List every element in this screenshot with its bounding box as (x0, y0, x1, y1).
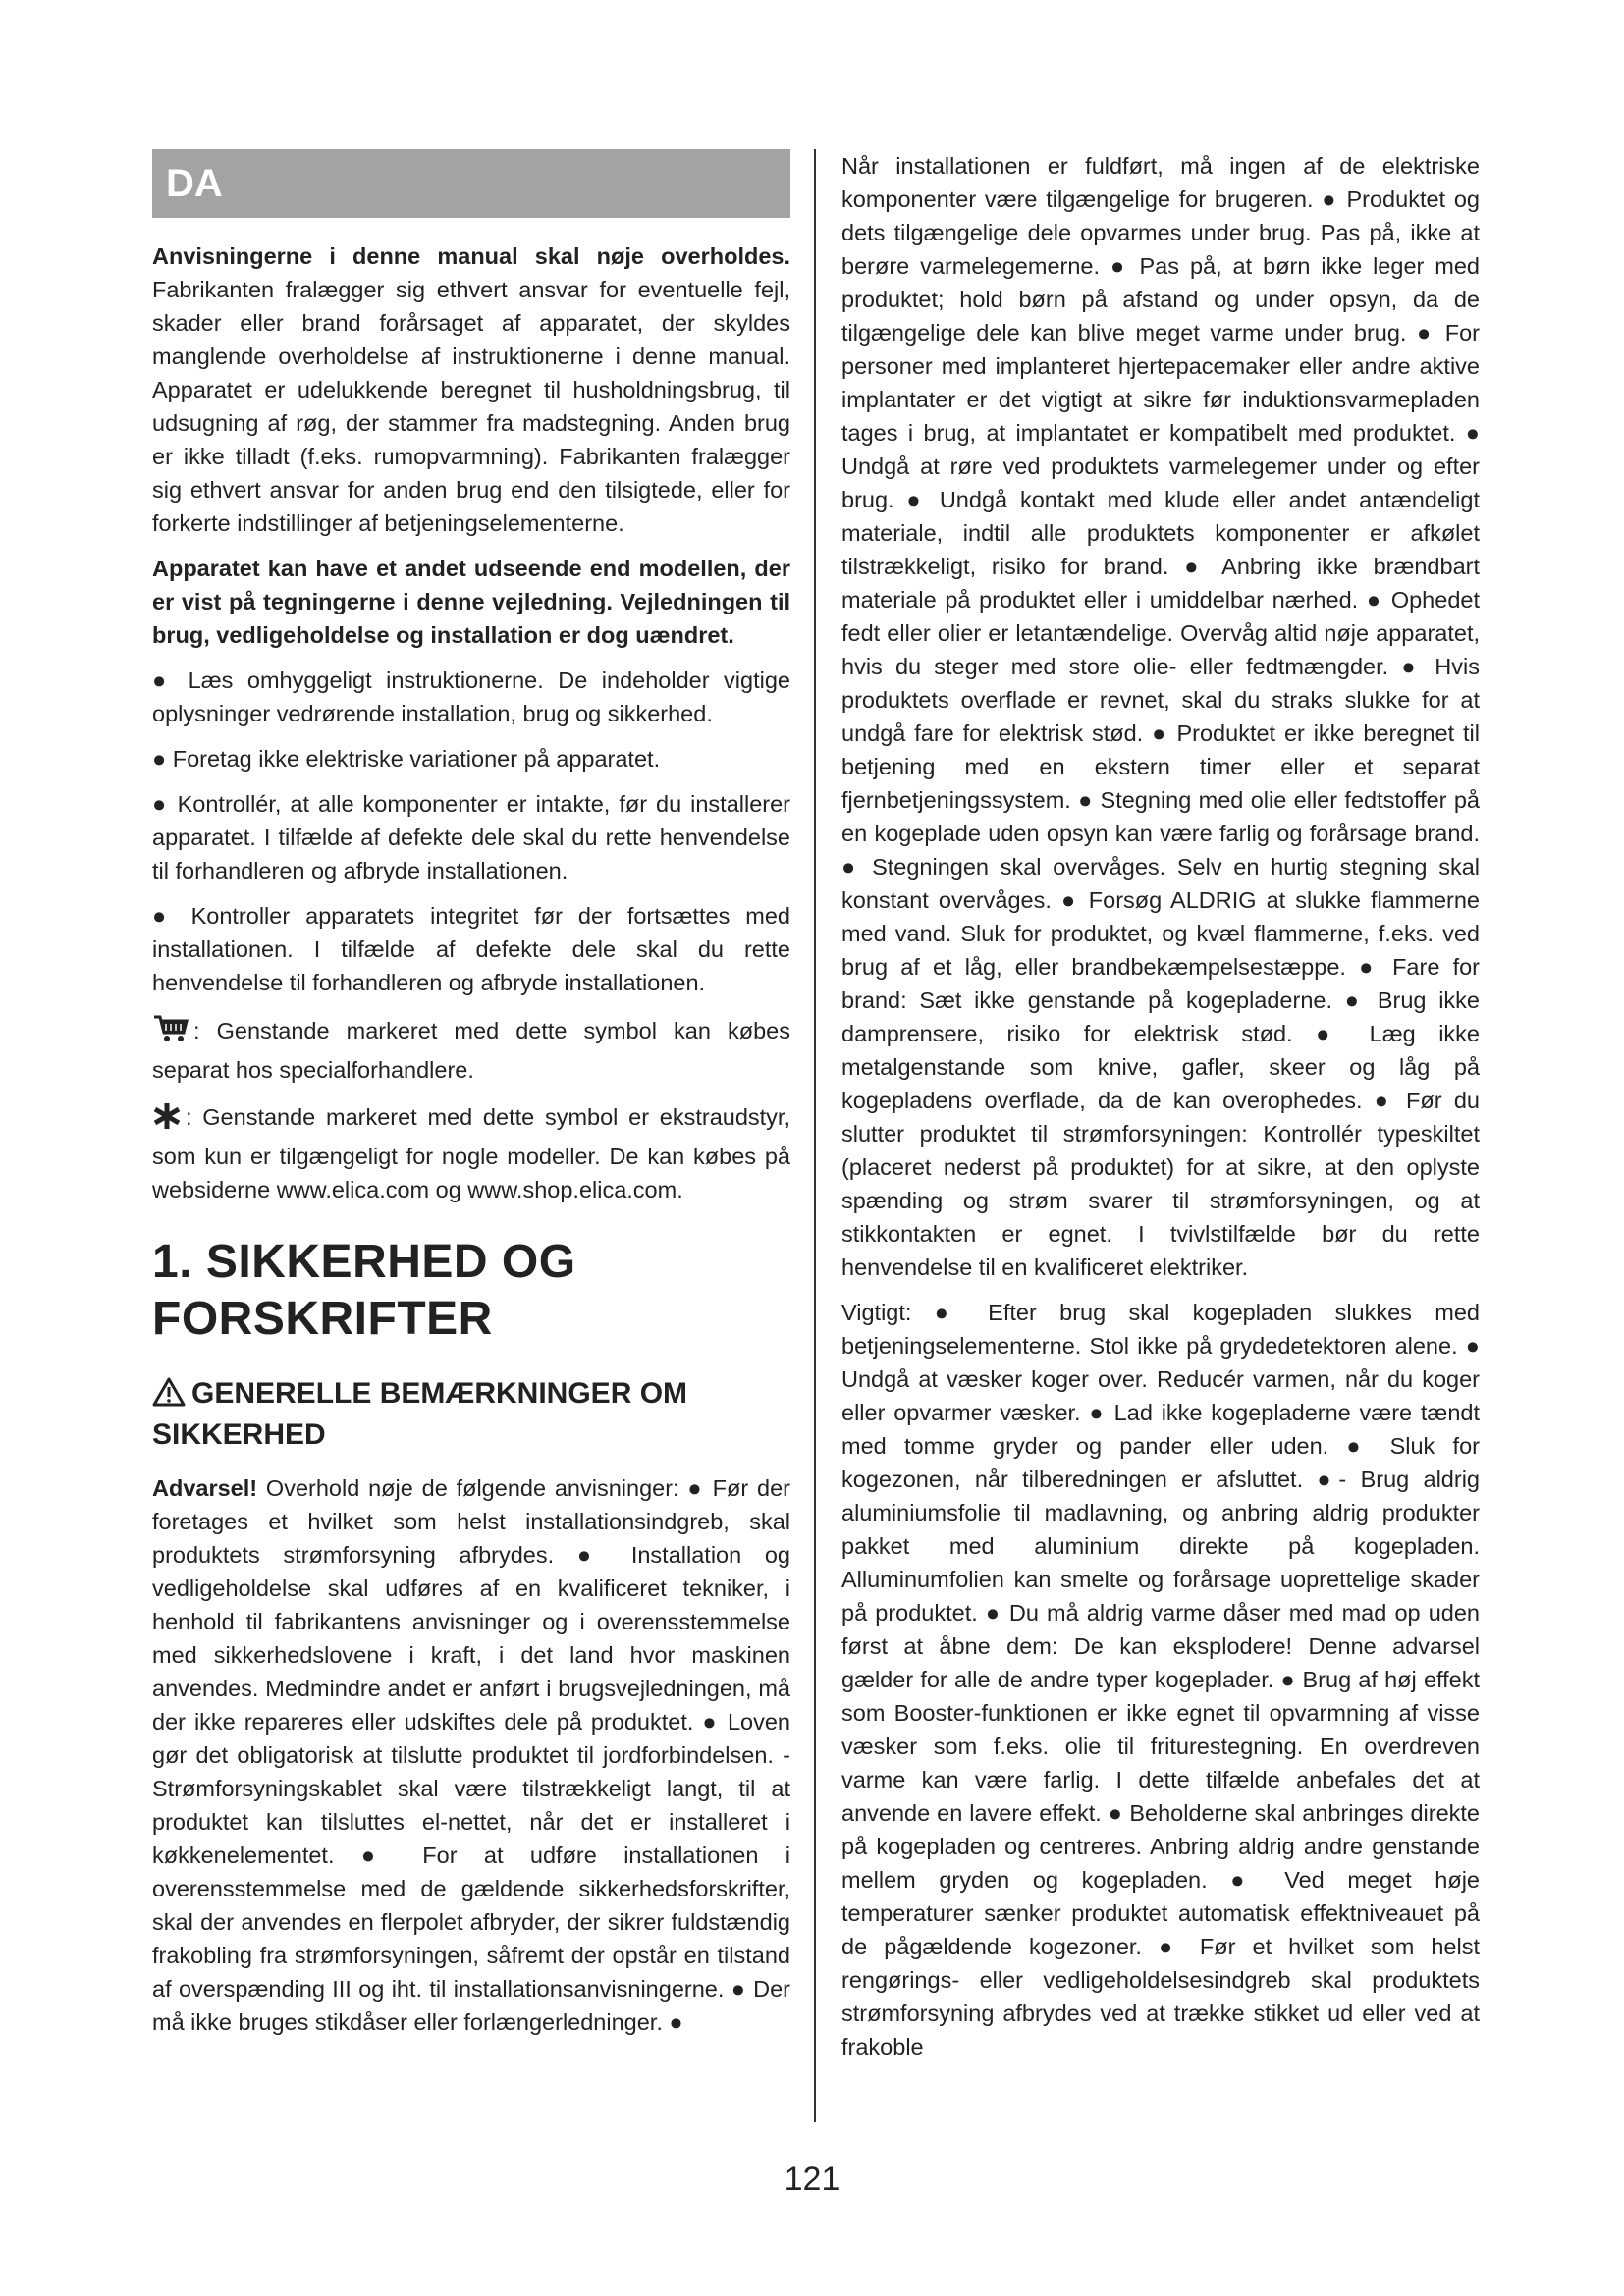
safety-paragraph: Når installationen er fuldført, må ingen af de elektriske komponenter være tilgængelige for brugeren. ● Produktet og dets tilgængelige dele opvarmes under brug. Pas på, ikke at berøre varmelegemerne. ● Pas på, at børn ikke leger med produktet; hold børn på afstand og under opsyn, da de tilgængelige dele kan blive meget varme under brug. ● For personer med implanteret hjertepacemaker eller andre aktive implantater er det vigtigt at sikre før induktionsvarmepladen tages i brug, at implantatet er kompatibelt med produktet. ● Undgå at røre ved produktets varmelegemer under og efter brug. ● Undgå kontakt med klude eller andet antændeligt materiale, indtil alle produktets komponenter er afkølet tilstrækkeligt, risiko for brand. ● Anbring ikke brændbart materiale på produktet eller i umiddelbar nærhed. ● Ophedet fedt eller olier er letantændelige. Overvåg altid nøje apparatet, hvis du steger med store olie- eller fedtmængder. ● Hvis produktets overflade er revnet, skal du straks slukke for at undgå fare for elektrisk stød. ● Produktet er ikke beregnet til betjening med en ekstern timer eller et separat fjernbetjeningssystem. ● Stegning med olie eller fedtstoffer på en kogeplade uden opsyn kan være farlig og forårsage brand. ● Stegningen skal overvåges. Selv en hurtig stegning skal konstant overvåges. ● Forsøg ALDRIG at slukke flammerne med vand. Sluk for produktet, og kvæl flammerne, f.eks. ved brug af et låg, eller brandbekæmpelsestæppe. ● Fare for brand: Sæt ikke genstande på kogepladerne. ● Brug ikke damprensere, risiko for elektrisk stød. ● Læg ikke metalgenstande som knive, gafler, skeer og låg på kogepladens overflade, da de kan overophedes. ● Før du slutter produktet til strømforsyningen: Kontrollér typeskiltet (placeret nederst på produktet) for at sikre, at den oplyste spænding og strøm svarer til strømforsyningen, og at stikkontakten er egnet. I tvivlstilfælde bør du rette henvendelse til en kvalificeret elektriker. (841, 153, 1480, 1280)
warning-paragraph (152, 1471, 790, 2039)
bullet-item: ● Foretag ikke elektriske variationer på apparatet. (152, 746, 661, 772)
subsection-title-text: GENERELLE BEMÆRKNINGER OM SIKKERHED (152, 1377, 688, 1451)
cart-symbol-note (152, 1013, 790, 1087)
warning-text: Overhold nøje de følgende anvisninger: ● Før der foretages et hvilket som helst installationsindgreb, skal produktets strømforsyning afbrydes. ● Installation og vedligeholdelse skal udføres af en kvalificeret tekniker, i henhold til fabrikantens anvisninger og i overensstemmelse med sikkerhedslovene i kraft, i det land hvor maskinen anvendes. Medmindre andet er anført i brugsvejledningen, må der ikke repareres eller udskiftes dele på produktet. ● Loven gør det obligatorisk at tilslutte produktet til jordforbindelsen. - Strømforsyningskablet skal være tilstrækkeligt langt, til at produktet kan tilsluttes el-nettet, når det er installeret i køkkenelementet. ● For at udføre installationen i overensstemmelse med de gældende sikkerhedsforskrifter, skal der anvendes en flerpolet afbryder, der sikrer fuldstændig frakobling fra strømforsyningen, såfremt der opstår en tilstand af overspænding III og iht. til installationsanvisningerne. ● Der må ikke bruges stikdåser eller forlængerledninger. ● (152, 1475, 790, 2035)
cart-note-text: : Genstande markeret med dette symbol kan købes separat hos specialforhandlere. (152, 1018, 790, 1083)
intro-text: Fabrikanten fralægger sig ethvert ansvar for eventuelle fejl, skader eller brand forårsaget af apparatet, der skyldes manglende overholdelse af instruktionerne i denne manual. Apparatet er udelukkende beregnet til husholdningsbrug, til udsugning af røg, der stammer fra madstegning. Anden brug er ikke tilladt (f.eks. rumopvarmning). Fabrikanten fralægger sig ethvert ansvar for anden brug end den tilsigtede, eller for forkerte indstillinger af betjeningselementerne. (152, 277, 790, 536)
left-column (152, 149, 790, 2051)
intro-heading: Anvisningerne i denne manual skal nøje overholdes. (152, 243, 790, 269)
asterisk-icon (152, 1101, 182, 1140)
subsection-title (152, 1375, 790, 1454)
language-header: DA (152, 149, 790, 218)
bullet-item: ● Kontroller apparatets integritet før der fortsættes med installationen. I tilfælde af defekte dele skal du rette henvendelse til forhandleren og afbryde installationen. (152, 903, 790, 995)
shopping-cart-icon (152, 1013, 189, 1053)
column-divider (814, 149, 816, 2122)
warning-triangle-icon (152, 1377, 186, 1416)
star-symbol-note (152, 1100, 790, 1206)
page-number: 121 (784, 2161, 840, 2198)
warning-label: Advarsel! (152, 1475, 258, 1501)
right-column (841, 149, 1480, 2075)
bullet-item: ● Kontrollér, at alle komponenter er intakte, før du installerer apparatet. I tilfælde af defekte dele skal du rette henvendelse til forhandleren og afbryde installationen. (152, 791, 790, 883)
intro-paragraph (152, 240, 790, 540)
bullet-item: ● Læs omhyggeligt instruktionerne. De indeholder vigtige oplysninger vedrørende installation, brug og sikkerhed. (152, 667, 790, 726)
important-paragraph: Vigtigt: ● Efter brug skal kogepladen slukkes med betjeningselementerne. Stol ikke på grydedetektoren alene. ● Undgå at væsker koger over. Reducér varmen, når du koger eller opvarmer væsker. ● Lad ikke kogepladerne være tændt med tomme gryder og pander eller uden. ● Sluk for kogezonen, når tilberedningen er afsluttet. ●- Brug aldrig aluminiumsfolie til madlavning, og anbring aldrig produkter pakket med aluminium direkte på kogepladen. Alluminumfolien kan smelte og forårsage uoprettelige skader på produktet. ● Du må aldrig varme dåser med mad op uden først at åbne dem: De kan eksplodere! Denne advarsel gælder for alle de andre typer kogeplader. ● Brug af høj effekt som Booster-funktionen er ikke egnet til opvarmning af visse væsker som f.eks. olie til friturestegning. En overdreven varme kan være farlig. I dette tilfælde anbefales det at anvende en lavere effekt. ● Beholderne skal anbringes direkte på kogepladen og centreres. Anbring aldrig andre genstande mellem gryden og kogepladen. ● Ved meget høje temperaturer sænker produktet automatisk effektniveauet på de pågældende kogezoner. ● Før et hvilket som helst rengørings- eller vedligeholdelsesindgreb skal produktets strømforsyning afbrydes ved at trække stikket ud eller ved at frakoble (841, 1300, 1480, 2059)
star-note-text: : Genstande markeret med dette symbol er ekstraudstyr, som kun er tilgængeligt for nogle modeller. De kan købes på websiderne www.elica.com og www.shop.elica.com. (152, 1104, 790, 1202)
model-note: Apparatet kan have et andet udseende end modellen, der er vist på tegningerne i denne vejledning. Vejledningen til brug, vedligeholdelse og installation er dog uændret. (152, 556, 790, 648)
section-title: 1. SIKKERHED OG FORSKRIFTER (152, 1236, 576, 1345)
